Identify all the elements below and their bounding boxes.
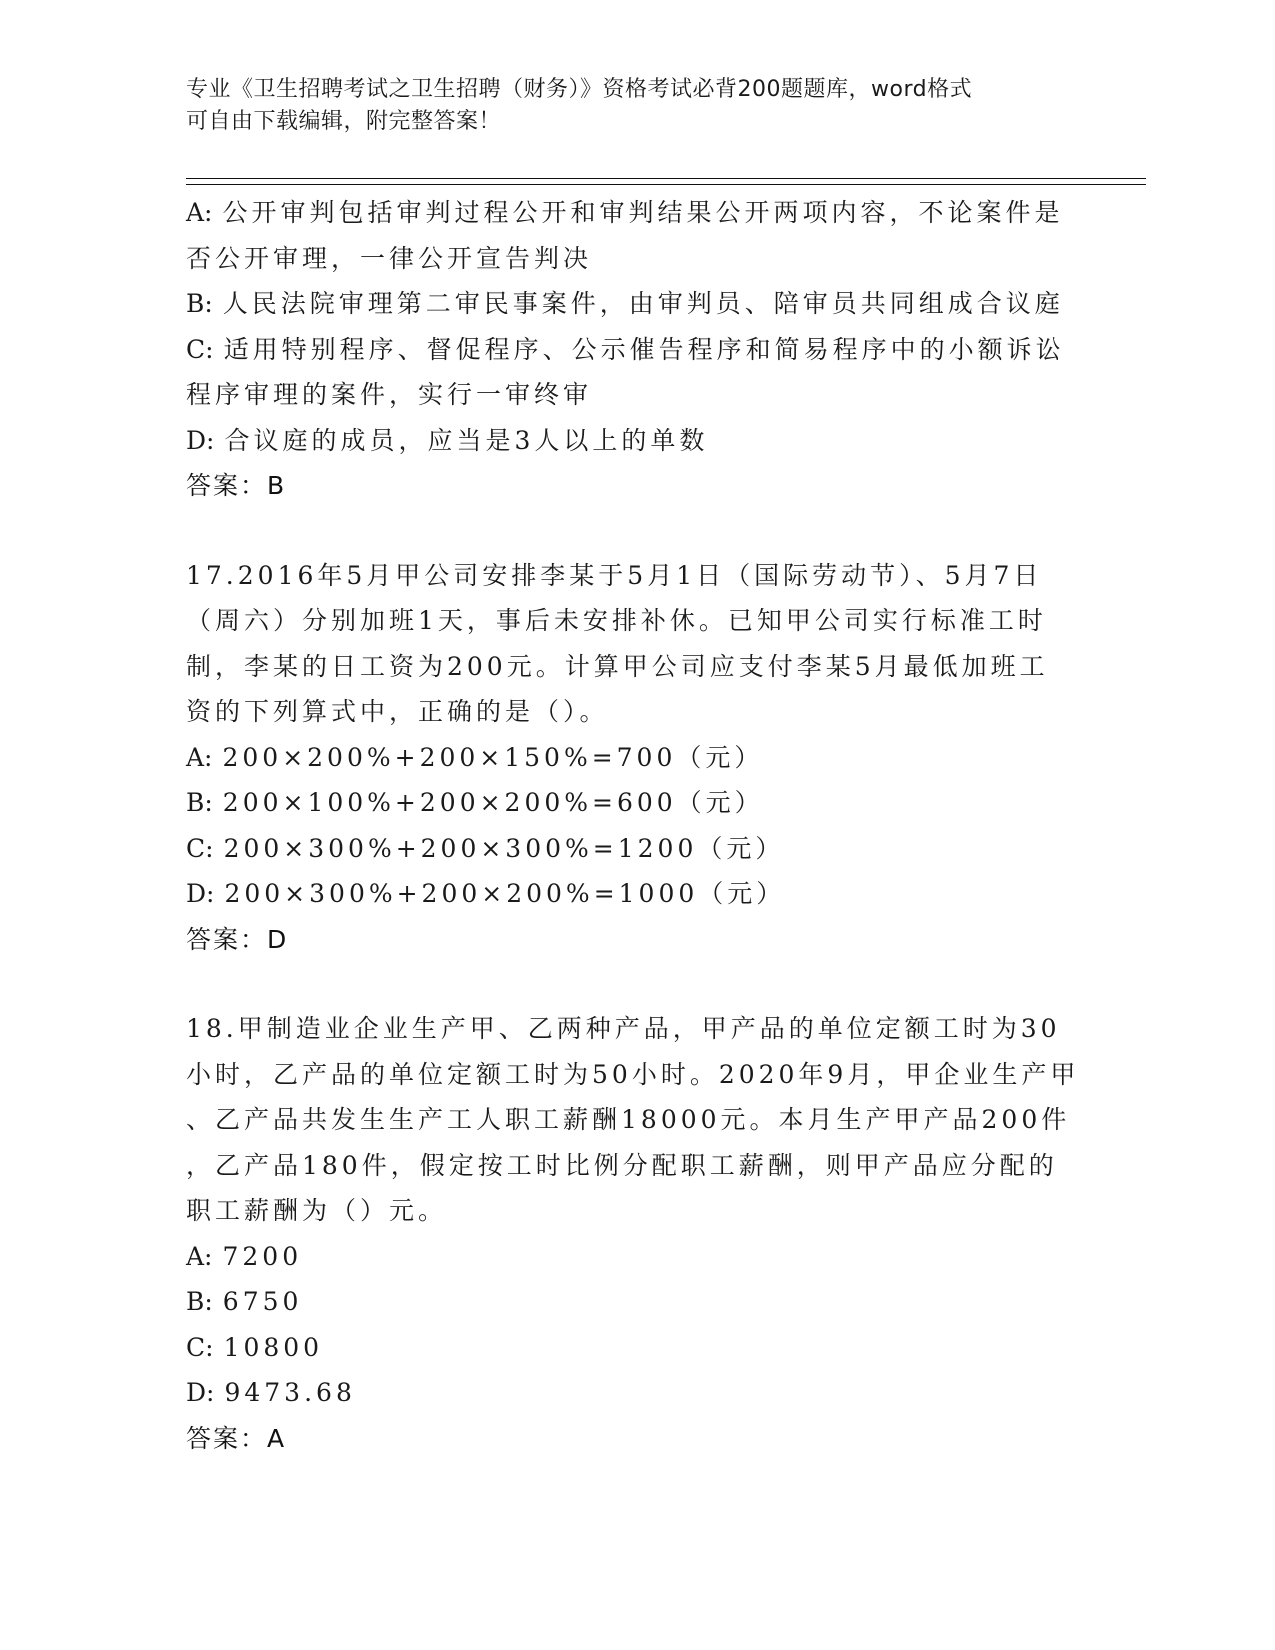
q16-option-d [186,418,1076,464]
q18-stem-line-1: 18.甲制造业企业生产甲、乙两种产品，甲产品的单位定额工时为30 [186,1014,1061,1043]
header-line-2: 可自由下载编辑，附完整答案！ [186,109,502,134]
header-line-1: 专业《卫生招聘考试之卫生招聘（财务）》资格考试必背200题题库，word格式 [186,77,973,102]
q18-option-d-label: D: [186,1378,215,1407]
q17-stem-line-4: 资的下列算式中，正确的是（）。 [186,697,609,726]
document-header [186,74,1086,138]
header-divider-bottom [186,184,1146,185]
q18-option-d-text: 9473.68 [224,1378,356,1407]
q17-option-a-text: 200×200%+200×150%=700（元） [222,742,764,772]
q16-option-d-label: D: [186,425,215,455]
q17-option-b-text: 200×100%+200×200%=600（元） [222,788,764,817]
q17-option-a-label: A: [186,742,213,772]
q16-option-a [186,190,1076,281]
q16-answer: 答案：B [186,471,287,500]
q18-answer: 答案：A [186,1423,287,1453]
q18-stem-line-3: 、乙产品共发生生产工人职工薪酬18000元。本月生产甲产品200件 [186,1105,1071,1134]
q18-option-b-text: 6750 [222,1287,303,1316]
q18-option-a [186,1234,1076,1280]
q16-option-c-text-1: 适用特别程序、督促程序、公示催告程序和简易程序中的小额诉讼 [223,334,1065,364]
q17-option-b [186,780,1076,826]
q16-option-a-text-1: 公开审判包括审判过程公开和审判结果公开两项内容，不论案件是 [222,198,1064,227]
q18-stem-line-4: ，乙产品180件，假定按工时比例分配职工薪酬，则甲产品应分配的 [186,1150,1058,1180]
q18-option-c-label: C: [186,1332,214,1362]
q18-option-a-text: 7200 [222,1241,303,1271]
q16-option-c-text-2: 程序审理的案件，实行一审终审 [186,380,593,409]
question-spacer [186,962,1076,1006]
q17-option-d [186,871,1076,917]
q18-stem-line-5: 职工薪酬为（）元。 [186,1196,448,1225]
q18-option-d [186,1370,1076,1416]
q17-option-b-label: B: [186,788,213,817]
question-16 [186,190,1076,509]
question-17 [186,553,1076,963]
q17-stem-line-2: （周六）分别加班1天，事后未安排补休。已知甲公司实行标准工时 [186,606,1047,635]
header-divider-top [186,178,1146,179]
q17-option-c-label: C: [186,833,214,863]
q17-answer: 答案：D [186,924,289,954]
q17-option-a [186,735,1076,781]
q17-stem-line-1: 17.2016年5月甲公司安排李某于5月1日（国际劳动节）、5月7日 [186,560,1043,590]
q18-option-b [186,1279,1076,1325]
q16-option-c [186,327,1076,418]
question-18 [186,1006,1080,1461]
q17-option-c [186,826,1076,872]
q16-option-d-text-1: 合议庭的成员，应当是3人以上的单数 [224,425,709,455]
q17-option-c-text: 200×300%+200×300%=1200（元） [223,833,785,863]
document-body [186,190,1080,1461]
q18-option-a-label: A: [186,1241,213,1271]
q16-option-b [186,281,1076,327]
q16-option-b-text-1: 人民法院审理第二审民事案件，由审判员、陪审员共同组成合议庭 [222,289,1064,318]
q18-option-b-label: B: [186,1287,213,1316]
q16-option-a-text-2: 否公开审理，一律公开宣告判决 [186,243,593,273]
q16-option-b-label: B: [186,289,213,318]
q17-stem-line-3: 制，李某的日工资为200元。计算甲公司应支付李某5月最低加班工 [186,651,1049,681]
q18-option-c-text: 10800 [223,1332,324,1362]
q17-option-d-label: D: [186,879,215,908]
question-spacer [186,509,1076,553]
q18-stem-line-2: 小时，乙产品的单位定额工时为50小时。2020年9月，甲企业生产甲 [186,1059,1080,1089]
q17-option-d-text: 200×300%+200×200%=1000（元） [224,879,786,908]
q16-option-c-label: C: [186,334,214,364]
q16-option-a-label: A: [186,198,213,227]
q18-option-c [186,1325,1076,1371]
